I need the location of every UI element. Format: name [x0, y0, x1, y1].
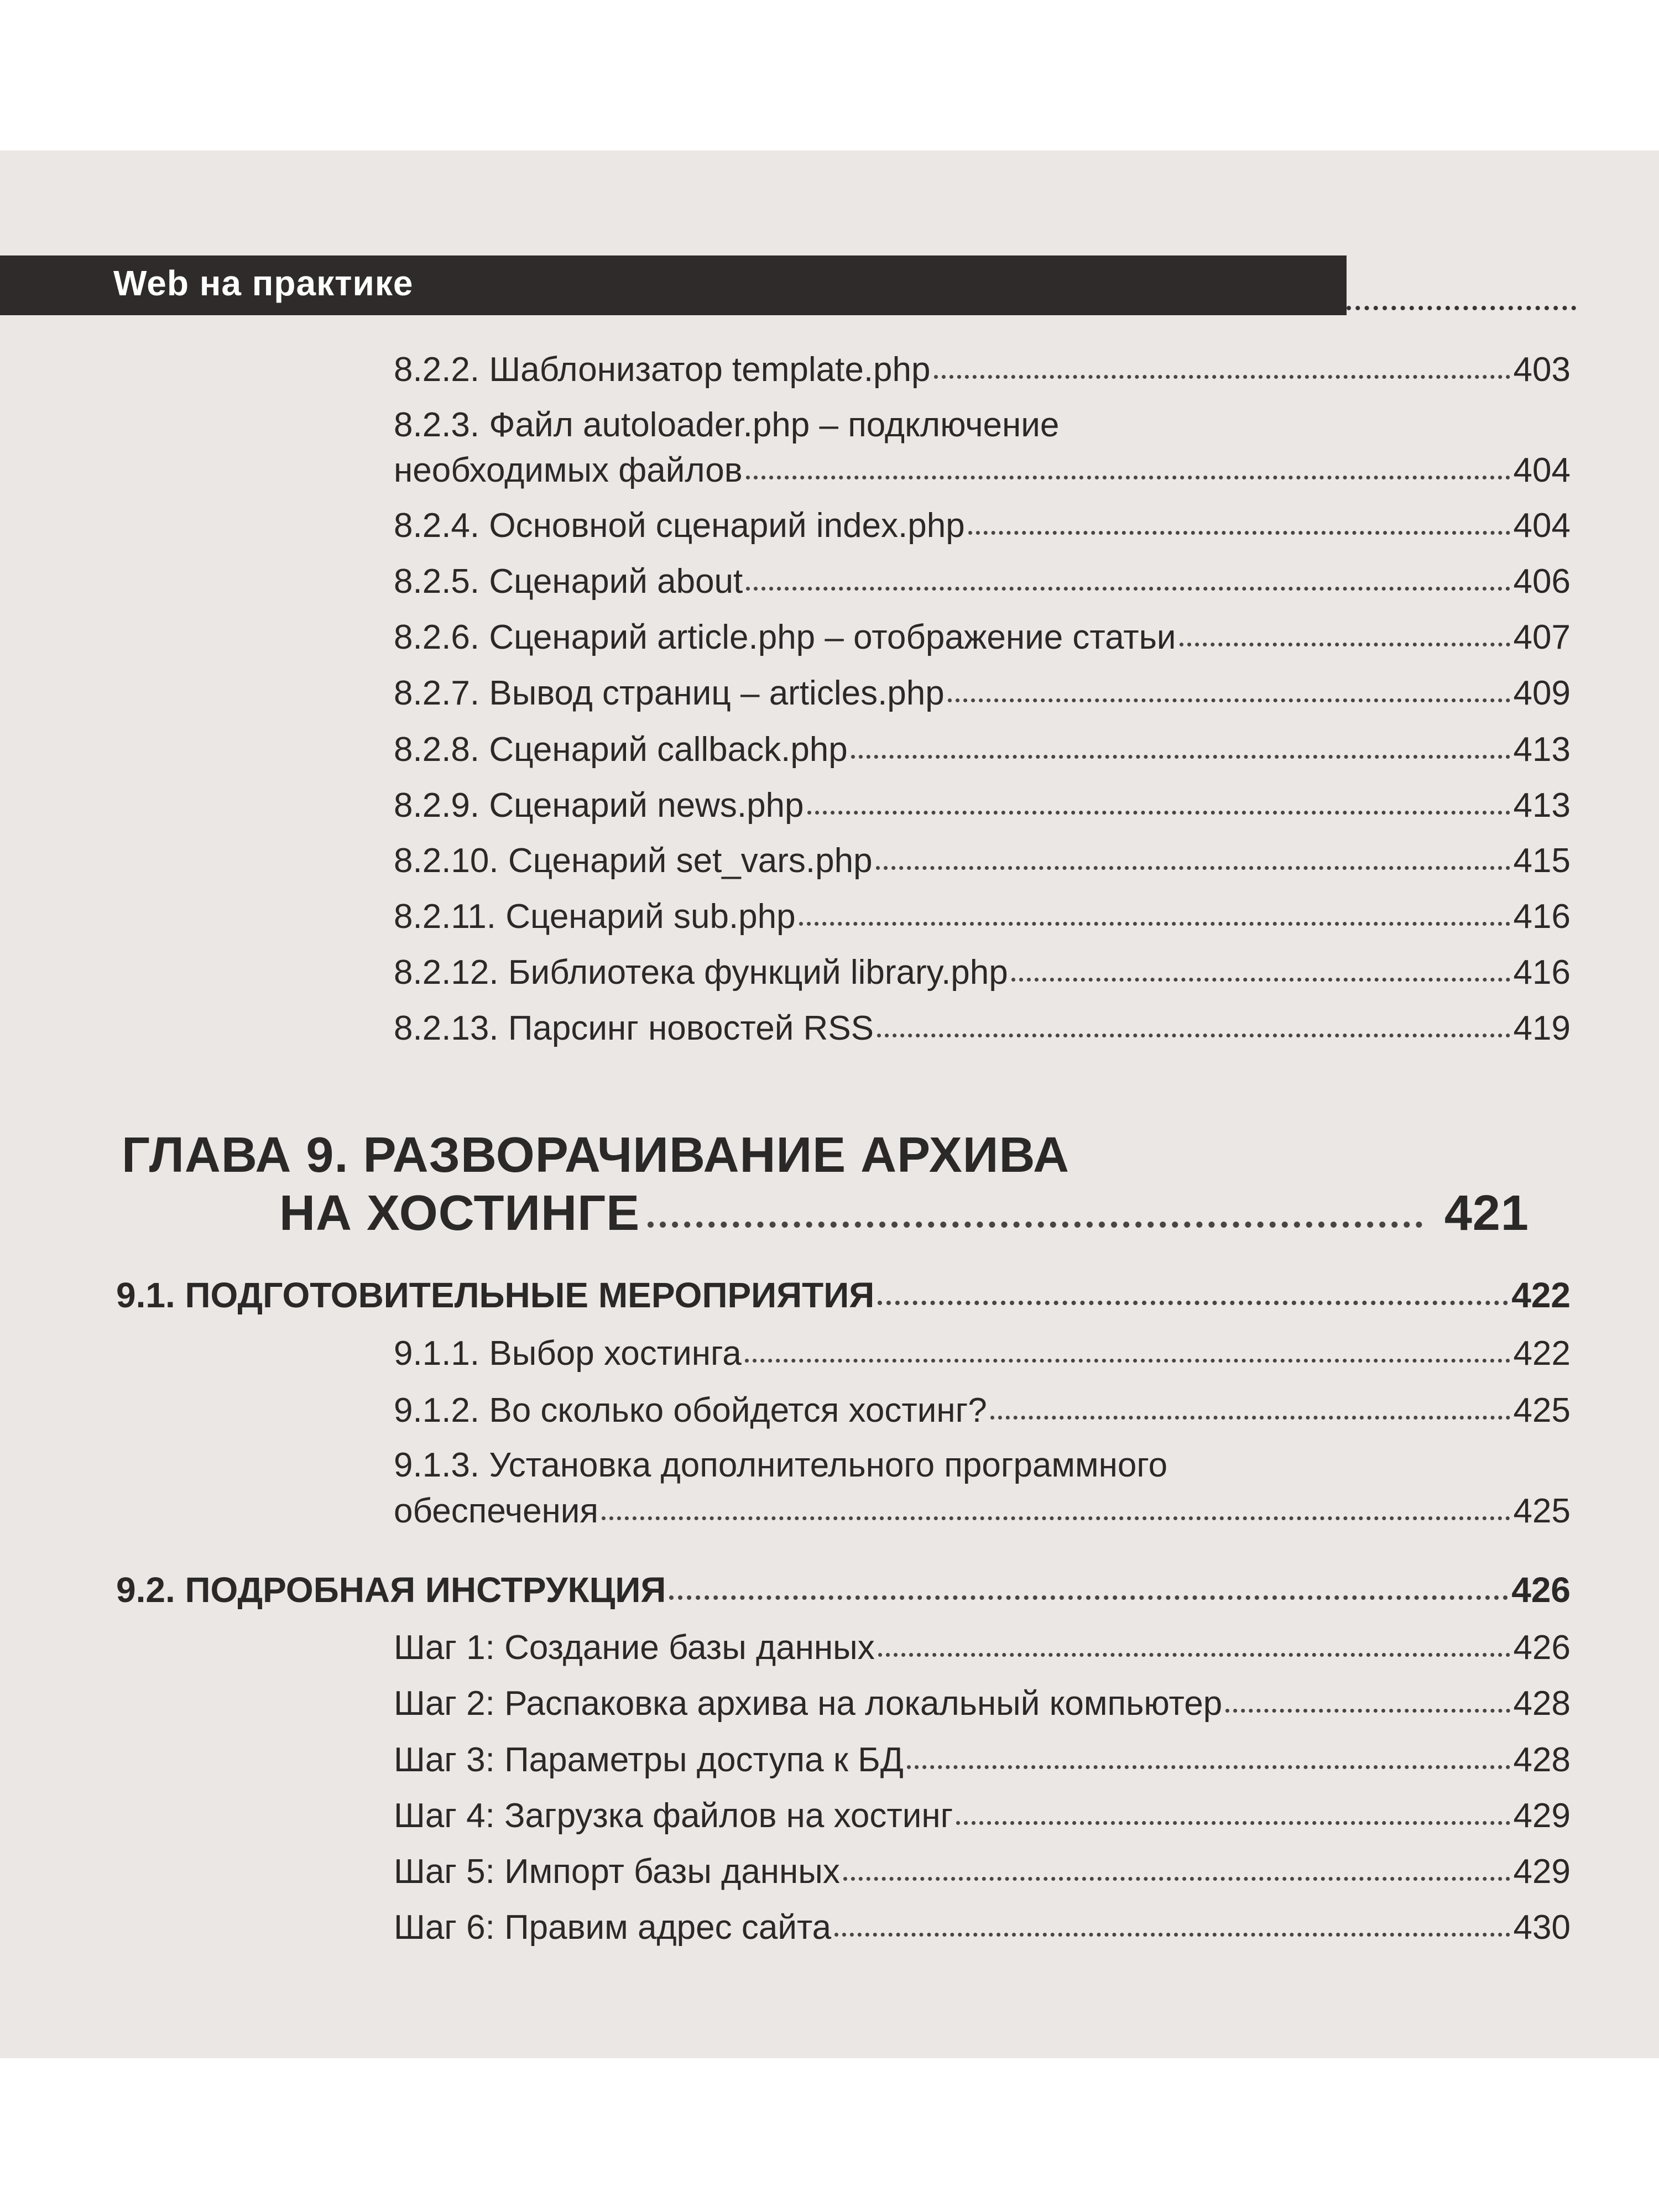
toc-entry-label: обеспечения: [394, 1492, 599, 1530]
chapter-entry: [279, 1185, 1529, 1242]
toc-entry-label: Шаг 2: Распаковка архива на локальный компьютер: [394, 1684, 1223, 1723]
toc-entry: [394, 618, 1571, 657]
toc-entry-label: 8.2.8. Сценарий callback.php: [394, 731, 848, 769]
toc-entry-page: 416: [1513, 898, 1571, 936]
toc-entry: [394, 1908, 1571, 1947]
toc-entry: [394, 506, 1571, 545]
toc-entry-page: 404: [1513, 507, 1571, 545]
toc-entry-label: 8.2.7. Вывод страниц – articles.php: [394, 674, 945, 712]
toc-entry-page: 416: [1513, 953, 1571, 992]
section-heading: [116, 1275, 1571, 1316]
toc-entry-page: 403: [1513, 351, 1571, 389]
dot-leader: [1225, 1709, 1510, 1713]
toc-entry: [394, 1740, 1571, 1780]
toc-entry: [394, 1796, 1571, 1835]
toc-entry-page: 415: [1513, 842, 1571, 880]
toc-entry-label: 9.1.1. Выбор хостинга: [394, 1334, 742, 1373]
toc-entry-page: 429: [1513, 1853, 1571, 1891]
dot-leader: [878, 1653, 1510, 1657]
toc-entry-label: 8.2.13. Парсинг новостей RSS: [394, 1009, 874, 1047]
toc-entry: [394, 451, 1571, 490]
dot-leader: [834, 1933, 1510, 1937]
toc-entry-page: 407: [1513, 618, 1571, 656]
toc-entry-label: Шаг 6: Правим адрес сайта: [394, 1908, 832, 1947]
toc-entry-page: 425: [1513, 1492, 1571, 1530]
toc-entry-first-line: 8.2.3. Файл autoloader.php – подключение: [394, 406, 1060, 444]
toc-entry-label: 8.2.5. Сценарий about: [394, 562, 743, 601]
toc-entry-label: 8.2.10. Сценарий set_vars.php: [394, 842, 873, 880]
toc-entry-page: 413: [1513, 731, 1571, 769]
running-header-title: Web на практике: [113, 263, 414, 303]
toc-entry-page: 429: [1513, 1797, 1571, 1835]
toc-entry-page: 425: [1513, 1391, 1571, 1430]
toc-entry: [394, 562, 1571, 601]
toc-entry-page: 406: [1513, 562, 1571, 601]
dot-leader: [1011, 978, 1510, 982]
toc-entry-label: необходимых файлов: [394, 451, 743, 489]
toc-entry-label: 9.1.2. Во сколько обойдется хостинг?: [394, 1391, 987, 1430]
toc-entry: [394, 786, 1571, 825]
toc-entry: [394, 1009, 1571, 1048]
toc-entry: [394, 1684, 1571, 1723]
chapter-page: 421: [1444, 1186, 1529, 1241]
dot-leader: [669, 1595, 1508, 1600]
toc-entry-page: 409: [1513, 674, 1571, 712]
chapter-title-line2: НА ХОСТИНГЕ: [279, 1186, 640, 1241]
toc-entry: [394, 841, 1571, 880]
dot-leader: [876, 866, 1510, 870]
toc-entry-label: 8.2.2. Шаблонизатор template.php: [394, 351, 931, 389]
toc-entry-label: 8.2.6. Сценарий article.php – отображение статьи: [394, 618, 1176, 656]
toc-entry: [394, 1334, 1571, 1373]
dot-leader: [956, 1821, 1510, 1825]
dot-leader: [799, 922, 1510, 926]
toc-entry-page: 404: [1513, 451, 1571, 489]
toc-entry-label: Шаг 1: Создание базы данных: [394, 1629, 875, 1667]
toc-entry-label: 8.2.4. Основной сценарий index.php: [394, 507, 965, 545]
toc-entry: [394, 953, 1571, 992]
dot-leader: [602, 1516, 1510, 1520]
dot-leader: [807, 811, 1510, 815]
toc-entry-page: 428: [1513, 1684, 1571, 1723]
dot-leader: [878, 1301, 1508, 1305]
toc-entry-page: 426: [1513, 1629, 1571, 1667]
dot-leader: [990, 1416, 1510, 1420]
toc-entry-page: 428: [1513, 1741, 1571, 1779]
dot-leader: [746, 476, 1510, 479]
dot-leader: [934, 375, 1510, 379]
toc-entry-label: Шаг 3: Параметры доступа к БД: [394, 1741, 904, 1779]
dot-leader: [1180, 643, 1510, 646]
section-label: 9.2. ПОДРОБНАЯ ИНСТРУКЦИЯ: [116, 1570, 666, 1610]
toc-entry-label: Шаг 5: Импорт базы данных: [394, 1853, 840, 1891]
dot-leader: [746, 587, 1510, 591]
section-page: 422: [1511, 1275, 1571, 1315]
dot-leader: [745, 1359, 1510, 1363]
dot-leader: [968, 531, 1510, 535]
header-dotted-rule: [1347, 306, 1576, 310]
toc-entry-first-line: 9.1.3. Установка дополнительного программного: [394, 1446, 1168, 1484]
toc-entry-label: 8.2.9. Сценарий news.php: [394, 786, 804, 825]
chapter-title: ГЛАВА 9. РАЗВОРАЧИВАНИЕ АРХИВА: [122, 1128, 1070, 1183]
toc-entry: [394, 1491, 1571, 1531]
dot-leader: [877, 1034, 1510, 1037]
toc-entry-label: 8.2.12. Библиотека функций library.php: [394, 953, 1008, 992]
dot-leader: [907, 1765, 1510, 1769]
section-label: 9.1. ПОДГОТОВИТЕЛЬНЫЕ МЕРОПРИЯТИЯ: [116, 1275, 875, 1315]
toc-entry-page: 413: [1513, 786, 1571, 825]
toc-entry: [394, 1628, 1571, 1667]
toc-entry: [394, 1391, 1571, 1430]
section-page: 426: [1511, 1570, 1571, 1610]
toc-entry-page: 430: [1513, 1908, 1571, 1947]
toc-entry-label: 8.2.11. Сценарий sub.php: [394, 898, 796, 936]
dot-leader: [843, 1877, 1510, 1881]
toc-entry-page: 422: [1513, 1334, 1571, 1373]
toc-entry: [394, 1852, 1571, 1891]
toc-entry-label: Шаг 4: Загрузка файлов на хостинг: [394, 1797, 953, 1835]
toc-entry: [394, 674, 1571, 713]
toc-entry-page: 419: [1513, 1009, 1571, 1047]
toc-entry: [394, 350, 1571, 389]
dot-leader: [851, 755, 1510, 759]
dot-leader: [648, 1222, 1422, 1228]
dot-leader: [948, 698, 1510, 702]
toc-entry: [394, 897, 1571, 936]
section-heading: [116, 1569, 1571, 1610]
toc-entry: [394, 730, 1571, 769]
